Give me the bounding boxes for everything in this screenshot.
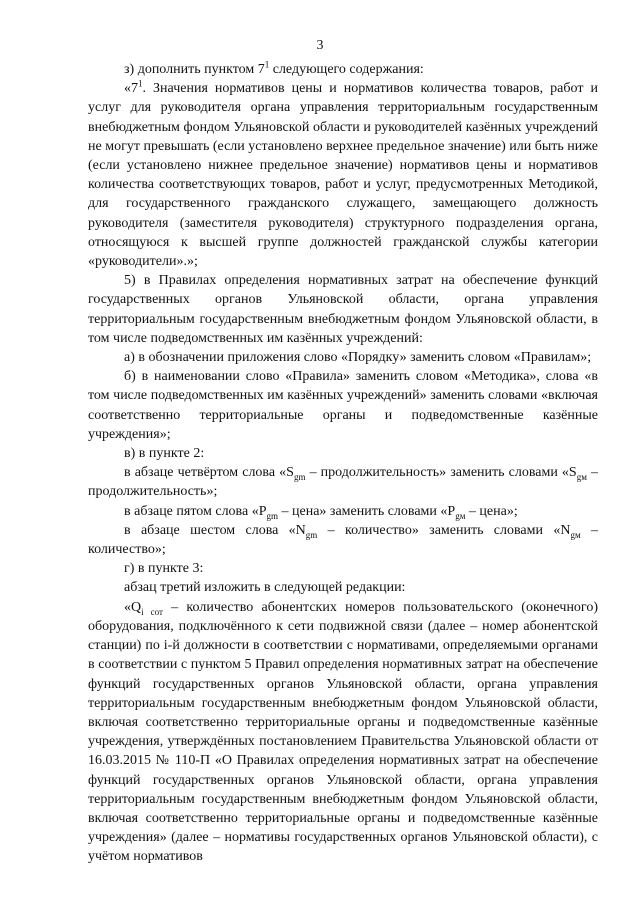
- paragraph-abzac-4: [88, 463, 598, 501]
- subscript: gм: [455, 510, 466, 521]
- document-body: [88, 60, 598, 867]
- superscript: 1: [138, 78, 143, 89]
- subscript: gm: [305, 529, 318, 540]
- text-run: – продолжительность»;: [88, 465, 599, 500]
- text-run: – количество абонентских номеров пользовательского (оконечного) оборудования, подключённого к сети подвижной связи (далее – номер абонентской станции) по i-й должности в соответствии с нормативами, определяемыми органами в соответствии с пунктом 5 Правил определения нормативных затрат на обеспечение функций государственных органов Ульяновской области, органа управления территориальным государственным внебюджетным фондом Ульяновской области, включая соответственно территориальные органы и подведомственные казённые учреждения, утверждённых постановлением Правительства Ульяновской области от 16.03.2015 № 110-П «О Правилах определения нормативных затрат на обеспечение функций государственных органов Ульяновской области, органа управления территориальным государственным внебюджетным фондом Ульяновской области, включая соответственно территориальные органы и подведомственные казённые учреждения» (далее – нормативы государственных органов Ульяновской области), с учётом нормативов: [88, 599, 598, 865]
- text-run: в абзаце шестом слова «N: [124, 522, 306, 538]
- subscript: gm: [266, 510, 278, 521]
- subscript: i сот: [141, 606, 163, 617]
- subscript: gм: [570, 529, 581, 540]
- paragraph-abzac-3-intro: абзац третий изложить в следующей редакции:: [124, 580, 406, 596]
- paragraph-q-sot-definition: [88, 598, 598, 867]
- paragraph-subitem-b: б) в наименовании слово «Правила» заменить словом «Методика», слова «в том числе подведомственных им казённых учреждений» заменить словами «включая соответственно территориальные органы и подведомственные казённые учреждения»;: [88, 369, 598, 442]
- subscript: gm: [293, 472, 306, 483]
- text-run: в абзаце четвёртом слова «S: [124, 465, 294, 481]
- paragraph-abzac-5: [88, 502, 598, 521]
- text-run: – количество» заменить словами «N: [317, 522, 571, 538]
- superscript: 1: [264, 59, 270, 70]
- paragraph-item-5: 5) в Правилах определения нормативных затрат на обеспечение функций государственных органов Ульяновской области, органа управления территориальным государственным внебюджетным фондом Ульяновской области, в том числе подведомственных им казённых учреждений:: [88, 273, 598, 346]
- paragraph-abzac-6: [88, 521, 598, 559]
- text-run: «7: [124, 81, 138, 97]
- paragraph-subitem-a: а) в обозначении приложения слово «Порядку» заменить словом «Правилам»;: [124, 350, 592, 366]
- page-number: 3: [316, 38, 324, 53]
- text-run: з) дополнить пунктом 7: [124, 62, 265, 77]
- text-run: в абзаце пятом слова «P: [124, 503, 267, 519]
- text-run: – цена» заменить словами «P: [278, 503, 456, 519]
- text-run: следующего содержания:: [269, 62, 424, 77]
- text-run: – количество»;: [88, 522, 598, 558]
- paragraph-point-7-1: [88, 79, 598, 271]
- text-run: – продолжительность» заменить словами «S: [305, 465, 577, 481]
- text-run: – цена»;: [465, 503, 518, 519]
- text-run: . Значения нормативов цены и нормативов количества товаров, работ и услуг для руководителя органа управления территориальным государственным внебюджетным фондом Ульяновской области и руководителей казённых учреждений не могут превышать (если установлено верхнее предельное значение) или быть ниже (если установлено нижнее предельное значение) нормативов цены и нормативов количества соответствующих товаров, работ и услуг, предусмотренных Методикой, для государственного гражданского служащего, замещающего должность руководителя (заместителя руководителя) структурного подразделения органа, относящуюся к высшей группе должностей гражданской службы категории «руководители».»;: [88, 81, 598, 270]
- paragraph-subitem-v: в) в пункте 2:: [124, 446, 205, 462]
- text-run: «Q: [124, 599, 142, 615]
- paragraph-subitem-g: г) в пункте 3:: [124, 561, 204, 577]
- paragraph-amend-z: [88, 60, 598, 79]
- subscript: gм: [576, 472, 587, 483]
